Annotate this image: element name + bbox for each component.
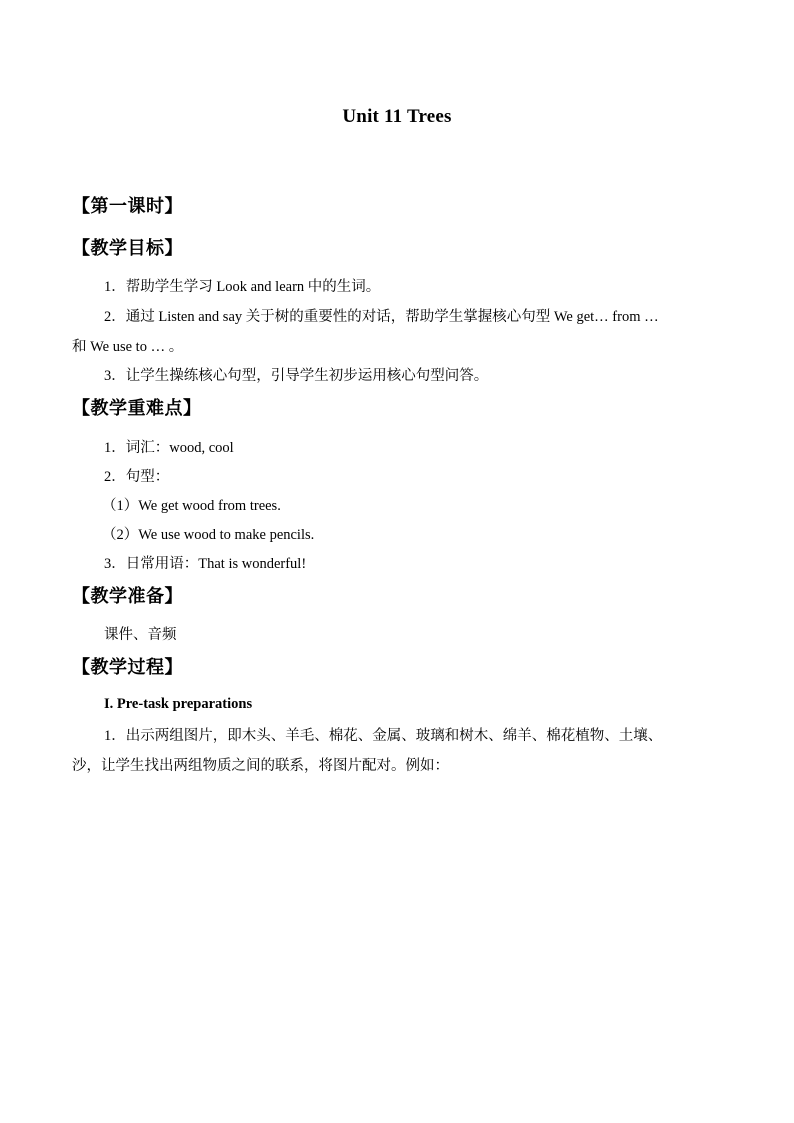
process-heading: 【教学过程】 — [72, 657, 183, 678]
objectives-heading: 【教学目标】 — [72, 238, 183, 259]
key-points-heading: 【教学重难点】 — [72, 398, 202, 419]
objective-item-2-cont: 和 We use to … 。 — [72, 339, 184, 355]
lesson-heading: 【第一课时】 — [72, 196, 183, 217]
preparation-content: 课件、音频 — [104, 627, 177, 643]
key-point-item-1: 1．词汇：wood, cool — [104, 440, 234, 456]
objective-item-3: 3．让学生操练核心句型，引导学生初步运用核心句型问答。 — [104, 368, 489, 384]
process-item-1: 1．出示两组图片，即木头、羊毛、棉花、金属、玻璃和树木、绵羊、棉花植物、土壤、 — [104, 728, 663, 744]
preparation-heading: 【教学准备】 — [72, 586, 183, 607]
process-subheading: I. Pre-task preparations — [104, 696, 253, 712]
document-title: Unit 11 Trees — [342, 106, 452, 127]
objective-item-2: 2．通过 Listen and say 关于树的重要性的对话，帮助学生掌握核心句型 We get… from … — [104, 309, 659, 325]
key-point-item-3: （1）We get wood from trees. — [102, 498, 281, 514]
key-point-item-2: 2．句型： — [104, 469, 170, 485]
key-point-item-4: （2）We use wood to make pencils. — [102, 527, 315, 543]
key-point-item-5: 3．日常用语：That is wonderful! — [104, 556, 307, 572]
objective-item-1: 1．帮助学生学习 Look and learn 中的生词。 — [104, 279, 381, 295]
process-item-1-cont: 沙，让学生找出两组物质之间的联系，将图片配对。例如： — [72, 758, 449, 774]
